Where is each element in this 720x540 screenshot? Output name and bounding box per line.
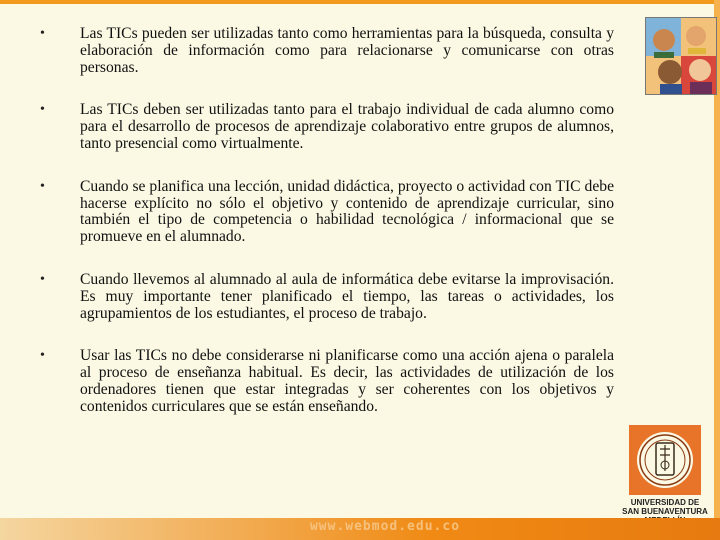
list-item: [40, 272, 614, 322]
bullet-icon: •: [40, 102, 45, 118]
bullet-text: Las TICs deben ser utilizadas tanto para el trabajo individual de cada alumno como para el desarrollo de procesos de aprendizaje colaborativo entre grupos de alumnos, tanto presencial como virtualmente.: [80, 101, 614, 152]
list-item: [40, 179, 614, 246]
bullet-text: Las TICs pueden ser utilizadas tanto como herramientas para la búsqueda, consulta y elaboración de información como para relacionarse y comunicarse con otras personas.: [80, 25, 614, 76]
bullet-icon: •: [40, 348, 45, 364]
bullet-text: Cuando llevemos al alumnado al aula de informática debe evitarse la improvisación. Es muy importante tener planificado el tiempo, las tareas o actividades, los agrupamientos de los estudiantes, el proceso de trabajo.: [80, 270, 614, 322]
bullet-list: [40, 26, 614, 442]
bullet-icon: •: [40, 271, 45, 287]
university-name-line2: SAN BUENAVENTURA: [622, 507, 708, 516]
list-item: [40, 348, 614, 415]
bullet-text: Usar las TICs no debe considerarse ni planificarse como una acción ajena o paralela al proceso de enseñanza habitual. Es decir, las actividades de utilización de los ordenadores tienen que estar integradas y ser coherentes con los objetivos y contenidos curriculares que se están enseñando.: [80, 347, 614, 415]
top-accent-bar: [0, 0, 720, 4]
list-item: [40, 26, 614, 76]
people-collage-image: [645, 17, 717, 95]
bullet-icon: •: [40, 178, 45, 194]
university-name-line1: UNIVERSIDAD DE: [630, 498, 700, 507]
university-shield-logo: [629, 425, 701, 495]
website-watermark: www.webmod.edu.co: [309, 519, 461, 534]
bullet-text: Cuando se planifica una lección, unidad didáctica, proyecto o actividad con TIC debe hacerse explícito no sólo el objetivo y contenido de aprendizaje curricular, sino también el tipo de competencia o habilidad tecnológica / informacional que se promueve en el alumnado.: [80, 177, 614, 246]
bullet-icon: •: [40, 26, 45, 41]
list-item: [40, 102, 614, 152]
